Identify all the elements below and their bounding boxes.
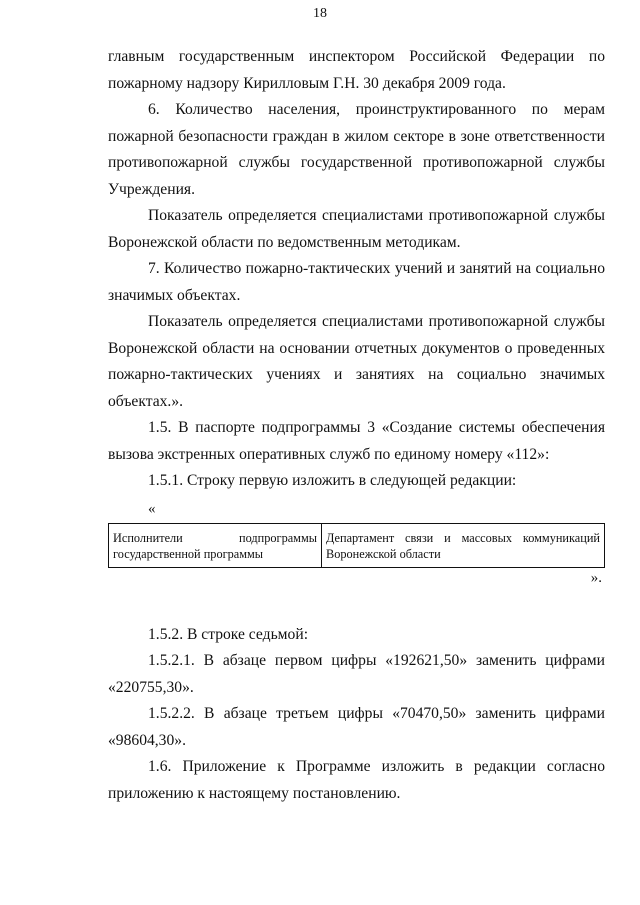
table-cell-executors-value: Департамент связи и массовых коммуникаций Воронежской области — [322, 523, 605, 567]
paragraph-indicator-6: Показатель определяется специалистами противопожарной службы Воронежской области по ведомственным методикам. — [108, 207, 605, 251]
paragraph-1-5-1: 1.5.1. Строку первую изложить в следующей редакции: — [148, 472, 517, 489]
paragraph-1-5-2-1: 1.5.2.1. В абзаце первом цифры «192621,50» заменить цифрами «220755,30». — [108, 652, 605, 696]
paragraph-1-5-2-2: 1.5.2.2. В абзаце третьем цифры «70470,50» заменить цифрами «98604,30». — [108, 705, 605, 749]
paragraph-1-5: 1.5. В паспорте подпрограммы 3 «Создание системы обеспечения вызова экстренных оперативных служб по единому номеру «112»: — [108, 419, 605, 463]
intro-line-1: главным государственным инспектором Российской Федерации по — [108, 48, 605, 65]
intro-line-2: пожарному надзору Кирилловым Г.Н. 30 декабря 2009 года. — [108, 74, 506, 92]
quote-close-mark: ». — [590, 569, 602, 586]
paragraph-item-7: 7. Количество пожарно-тактических учений и занятий на социально значимых объектах. — [108, 260, 605, 304]
paragraph-indicator-7: Показатель определяется специалистами противопожарной службы Воронежской области на основании отчетных документов о проведенных пожарно-тактических учениях и занятиях на социально значимых объектах.». — [108, 313, 605, 410]
quote-open-mark: « — [148, 500, 156, 517]
replacement-row-table — [108, 523, 605, 568]
paragraph-1-6: 1.6. Приложение к Программе изложить в редакции согласно приложению к настоящему постановлению. — [108, 758, 605, 802]
page-number: 18 — [313, 6, 327, 21]
table-row — [109, 523, 605, 567]
table-cell-executors-label: Исполнители подпрограммы государственной программы — [109, 523, 322, 567]
document-body — [108, 44, 605, 807]
paragraph-1-5-2: 1.5.2. В строке седьмой: — [148, 625, 309, 643]
paragraph-item-6: 6. Количество населения, проинструктированного по мерам пожарной безопасности граждан в жилом секторе в зоне ответственности противопожарной службы государственной противопожарной службы Учреждения. — [108, 101, 605, 198]
